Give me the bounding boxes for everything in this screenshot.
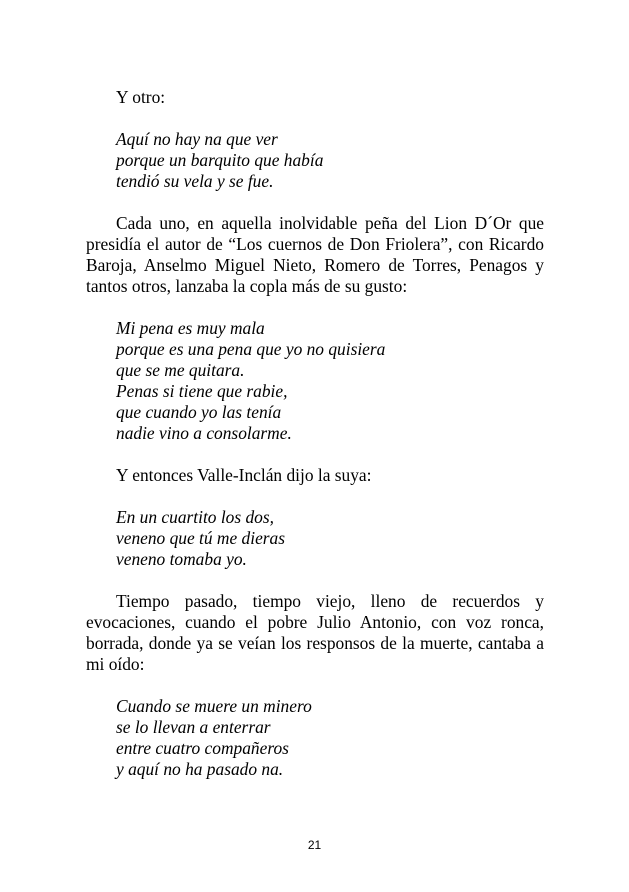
paragraph-intro: Y otro: (116, 87, 166, 107)
verse-line: En un cuartito los dos, (116, 507, 274, 527)
verse-minero (86, 696, 544, 780)
verse-line: veneno que tú me dieras (116, 528, 286, 548)
verse-line: Mi pena es muy mala (116, 318, 265, 338)
verse-line: y aquí no ha pasado na. (116, 759, 284, 779)
verse-cuartito (86, 507, 544, 570)
verse-line: porque es una pena que yo no quisiera (116, 339, 386, 359)
verse-line: porque un barquito que había (116, 150, 324, 170)
verse-line: Cuando se muere un minero (116, 696, 312, 716)
paragraph-valle-inclan: Y entonces Valle-Inclán dijo la suya: (116, 465, 372, 485)
verse-barquito (86, 129, 544, 192)
verse-line: Penas si tiene que rabie, (116, 381, 288, 401)
verse-line: entre cuatro compañeros (116, 738, 289, 758)
verse-line: tendió su vela y se fue. (116, 171, 274, 191)
verse-line: veneno tomaba yo. (116, 549, 247, 569)
verse-line: que se me quitara. (116, 360, 245, 380)
verse-line: que cuando yo las tenía (116, 402, 282, 422)
paragraph-pena-lion-dor: Cada uno, en aquella inolvidable peña del Lion D´Or que presidía el autor de “Los cuernos de Don Friolera”, con Ricardo Baroja, Anselmo Miguel Nieto, Romero de Torres, Penagos y tantos otros, lanzaba la copla más de su gusto: (86, 213, 544, 296)
verse-line: Aquí no hay na que ver (116, 129, 278, 149)
paragraph-julio-antonio: Tiempo pasado, tiempo viejo, lleno de recuerdos y evocaciones, cuando el pobre Julio Antonio, con voz ronca, borrada, donde ya se veían los responsos de la muerte, cantaba a mi oído: (86, 591, 544, 674)
page-number: 21 (307, 838, 322, 852)
verse-line: se lo llevan a enterrar (116, 717, 271, 737)
verse-pena (86, 318, 544, 444)
page-body (86, 87, 544, 780)
verse-line: nadie vino a consolarme. (116, 423, 292, 443)
